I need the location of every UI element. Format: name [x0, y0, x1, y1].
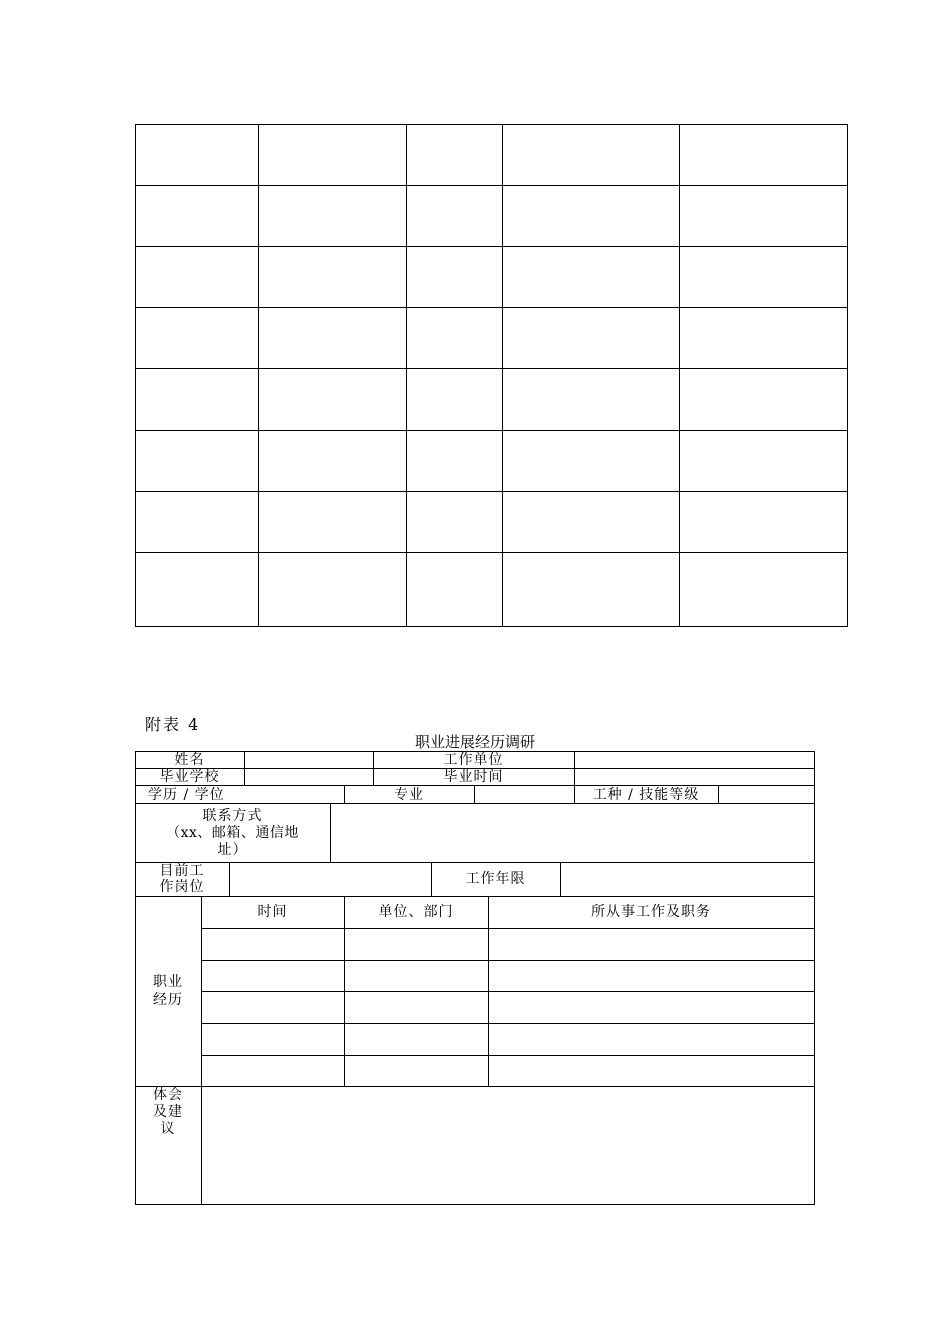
form-line: [201, 960, 815, 961]
label-employer: 工作单位: [443, 752, 504, 768]
form-line: [201, 1023, 815, 1024]
header-duties: 所从事工作及职务: [591, 904, 711, 920]
label-work-years: 工作年限: [465, 871, 526, 887]
label-major: 专业: [394, 787, 424, 803]
grad-time-field[interactable]: [575, 769, 814, 785]
grid-line: [135, 430, 848, 431]
label-contact: 联系方式: [202, 808, 263, 824]
label-degree: 学历 / 学位: [148, 787, 225, 803]
grid-line: [135, 124, 848, 125]
name-field[interactable]: [245, 752, 373, 768]
form-line: [201, 1055, 815, 1056]
grid-line: [135, 368, 848, 369]
grid-line: [847, 124, 848, 627]
form-line: [135, 1204, 815, 1205]
major-field[interactable]: [475, 786, 574, 803]
label-feedback-3: 议: [160, 1121, 176, 1137]
grid-line: [135, 124, 136, 627]
contact-field[interactable]: [331, 804, 814, 862]
grid-line: [135, 626, 848, 627]
grid-line: [135, 246, 848, 247]
label-feedback-2: 及建: [153, 1104, 183, 1120]
school-field[interactable]: [245, 769, 373, 785]
form-line: [135, 896, 815, 897]
form-line: [488, 896, 489, 1086]
grid-line: [502, 124, 503, 627]
grid-line: [135, 307, 848, 308]
work-years-field[interactable]: [561, 863, 814, 896]
label-job-skill: 工种 / 技能等级: [592, 787, 700, 803]
post-field[interactable]: [230, 863, 431, 896]
degree-field[interactable]: [236, 786, 344, 803]
label-grad-time: 毕业时间: [443, 769, 504, 785]
grid-line: [679, 124, 680, 627]
header-time: 时间: [257, 904, 288, 920]
label-contact-sub2: 址）: [217, 842, 248, 858]
grid-line: [406, 124, 407, 627]
label-career-2: 经历: [153, 992, 183, 1008]
job-skill-field[interactable]: [719, 786, 814, 803]
label-post: 目前工: [159, 863, 205, 879]
appendix-label: 附表 4: [145, 715, 201, 734]
grid-line: [258, 124, 259, 627]
form-line: [814, 751, 815, 1205]
form-line: [344, 896, 345, 1086]
grid-line: [135, 491, 848, 492]
header-unit-dept: 单位、部门: [378, 904, 454, 920]
label-school: 毕业学校: [159, 769, 220, 785]
label-feedback: 体会: [153, 1087, 183, 1103]
grid-line: [135, 552, 848, 553]
label-post-2: 作岗位: [159, 879, 205, 895]
label-career: 职业: [153, 974, 183, 990]
form-line: [201, 991, 815, 992]
form-line: [201, 928, 815, 929]
employer-field[interactable]: [575, 752, 814, 768]
label-name: 姓名: [174, 752, 205, 768]
label-contact-sub: （xx、邮箱、通信地: [166, 825, 299, 841]
form-title: 职业进展经历调研: [414, 733, 535, 751]
feedback-field[interactable]: [202, 1087, 814, 1204]
grid-line: [135, 185, 848, 186]
